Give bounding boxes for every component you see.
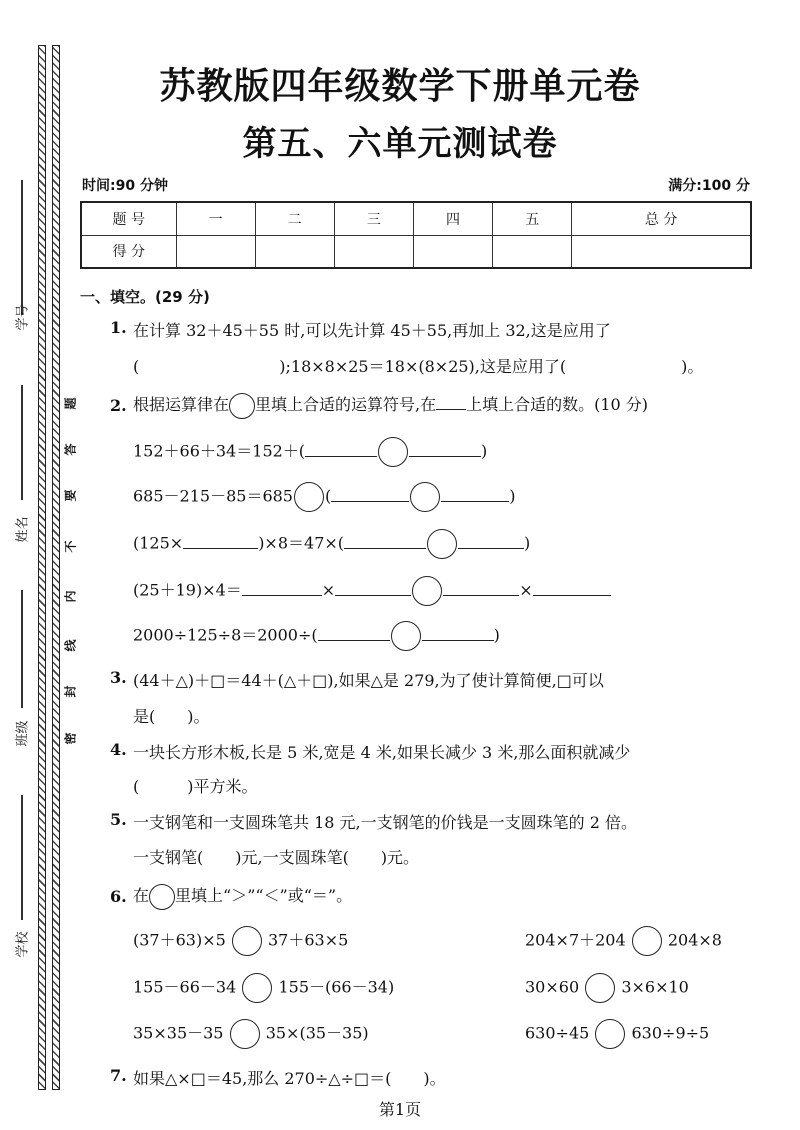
seal-char: 题 — [63, 397, 78, 410]
question-number: 3. — [110, 668, 127, 687]
table-cell: 总 分 — [572, 202, 751, 235]
answer-circle[interactable] — [412, 576, 442, 606]
answer-blank[interactable] — [458, 535, 524, 549]
name-label: 姓名 — [15, 516, 31, 543]
answer-circle[interactable] — [427, 529, 457, 559]
question-text — [133, 354, 703, 377]
text: 里填上“＞”“＜”或“＝”。 — [175, 886, 353, 905]
text: ) — [524, 533, 531, 553]
compare-item — [525, 926, 722, 956]
circle-icon — [149, 884, 175, 910]
answer-circle[interactable] — [294, 482, 324, 512]
text: 上填上合适的数。(10 分) — [466, 395, 649, 414]
text: );18×8×25＝18×(8×25),这是应用了( — [279, 357, 567, 376]
text: 30×60 — [525, 977, 580, 997]
equation-row — [133, 437, 487, 467]
text: 根据运算律在 — [133, 395, 230, 414]
seal-char: 封 — [63, 685, 78, 698]
compare-item — [525, 973, 689, 1003]
text: 204×8 — [667, 930, 722, 950]
compare-item — [133, 973, 394, 1003]
text: (25＋19)×4＝ — [133, 580, 242, 600]
score-table-score-row — [81, 235, 751, 268]
page-title: 苏教版四年级数学下册单元卷 — [159, 66, 641, 107]
answer-circle[interactable] — [410, 482, 440, 512]
table-cell: 四 — [413, 202, 492, 235]
text: ( — [133, 357, 140, 376]
answer-circle[interactable] — [378, 437, 408, 467]
table-cell: 得 分 — [81, 235, 176, 268]
answer-blank[interactable] — [443, 582, 519, 596]
score-input-cell[interactable] — [493, 235, 572, 268]
binding-hatch-right — [52, 45, 60, 1090]
score-table-header-row — [81, 202, 751, 235]
text: 630÷45 — [525, 1023, 590, 1043]
compare-item — [525, 1019, 709, 1049]
table-cell: 五 — [493, 202, 572, 235]
question-number: 2. — [110, 396, 127, 415]
score-input-cell[interactable] — [176, 235, 255, 268]
seal-char: 内 — [63, 590, 78, 603]
school-line — [21, 795, 23, 920]
equation-row — [133, 482, 515, 512]
table-cell: 题 号 — [81, 202, 176, 235]
score-input-cell[interactable] — [572, 235, 751, 268]
text: )。 — [681, 357, 704, 376]
text: 685－215－85＝685 — [133, 486, 293, 506]
question-number: 4. — [110, 740, 127, 759]
question-number: 5. — [110, 810, 127, 829]
text: × — [321, 580, 336, 600]
equation-row — [133, 621, 500, 651]
text: × — [519, 580, 533, 600]
text: 204×7＋204 — [525, 930, 626, 950]
answer-circle[interactable] — [585, 973, 615, 1003]
question-text: 在计算 32＋45＋55 时,可以先计算 45＋55,再加上 32,这是应用了 — [133, 321, 611, 340]
answer-blank[interactable] — [533, 582, 611, 596]
answer-blank[interactable] — [242, 582, 322, 596]
answer-blank[interactable] — [305, 443, 377, 457]
question-text — [133, 392, 648, 419]
text: 2000÷125÷8＝2000÷( — [133, 625, 318, 645]
class-line — [21, 590, 23, 708]
seal-char: 密 — [63, 732, 78, 745]
page-number: 第1页 — [378, 1100, 422, 1119]
score-input-cell[interactable] — [255, 235, 334, 268]
answer-blank[interactable] — [318, 627, 390, 641]
school-label: 学校 — [15, 931, 31, 958]
table-cell: 二 — [255, 202, 334, 235]
score-input-cell[interactable] — [334, 235, 413, 268]
name-line — [21, 385, 23, 500]
question-text: 一支钢笔和一支圆珠笔共 18 元,一支钢笔的价钱是一支圆珠笔的 2 倍。 — [133, 813, 637, 832]
section-title: 一、填空。(29 分) — [80, 288, 210, 306]
answer-circle[interactable] — [230, 1019, 260, 1049]
table-cell: 一 — [176, 202, 255, 235]
question-text: 一块长方形木板,长是 5 米,宽是 4 米,如果长减少 3 米,那么面积就减少 — [133, 743, 631, 762]
answer-blank[interactable] — [331, 488, 409, 502]
compare-item — [133, 1019, 369, 1049]
text: ) — [481, 441, 488, 461]
answer-circle[interactable] — [632, 926, 662, 956]
text: ( — [324, 486, 332, 506]
text: 630÷9÷5 — [631, 1023, 710, 1043]
seal-char: 答 — [63, 443, 78, 456]
text: (125× — [133, 533, 184, 553]
student-id-line — [21, 180, 23, 315]
answer-circle[interactable] — [595, 1019, 625, 1049]
question-text: 一支钢笔( )元,一支圆珠笔( )元。 — [133, 848, 420, 867]
question-number: 6. — [110, 887, 127, 906]
answer-circle[interactable] — [232, 926, 262, 956]
equation-row — [133, 529, 530, 559]
question-text: ( )平方米。 — [133, 777, 258, 796]
question-text: 是( )。 — [133, 707, 210, 726]
question-number: 7. — [110, 1066, 127, 1085]
answer-blank[interactable] — [335, 582, 411, 596]
class-label: 班级 — [15, 720, 31, 747]
seal-char: 要 — [63, 489, 78, 502]
text: 152＋66＋34＝152＋( — [133, 441, 306, 461]
equation-row — [133, 576, 611, 606]
text: 37＋63×5 — [267, 930, 349, 950]
binding-margin — [0, 0, 78, 1130]
answer-blank[interactable] — [183, 535, 258, 549]
text: (37＋63)×5 — [133, 930, 226, 950]
exam-time: 时间:90 分钟 — [82, 178, 168, 194]
answer-circle[interactable] — [242, 973, 272, 1003]
answer-blank[interactable] — [409, 443, 481, 457]
question-number: 1. — [110, 318, 127, 337]
text: 155－66－34 — [133, 977, 237, 997]
text: 里填上合适的运算符号,在 — [255, 395, 437, 414]
page-subtitle: 第五、六单元测试卷 — [242, 124, 558, 164]
text: ) — [493, 625, 500, 645]
compare-item — [133, 926, 348, 956]
answer-circle[interactable] — [391, 621, 421, 651]
seal-char: 线 — [63, 639, 78, 652]
score-input-cell[interactable] — [413, 235, 492, 268]
question-text: 如果△×□＝45,那么 270÷△÷□＝( )。 — [133, 1069, 446, 1088]
question-text: (44＋△)＋□＝44＋(△＋□),如果△是 279,为了使计算简便,□可以 — [133, 671, 604, 690]
text: 在 — [133, 886, 150, 905]
question-text — [133, 883, 352, 910]
full-score: 满分:100 分 — [668, 178, 750, 194]
text: 35×(35－35) — [265, 1023, 369, 1043]
text: 3×6×10 — [621, 977, 689, 997]
score-table — [80, 201, 752, 269]
answer-blank[interactable] — [344, 535, 426, 549]
text: )×8＝47×( — [258, 533, 345, 553]
text: ) — [509, 486, 516, 506]
binding-hatch-left — [38, 45, 46, 1090]
seal-char: 不 — [63, 540, 78, 553]
text: 35×35－35 — [133, 1023, 224, 1043]
text: 155－(66－34) — [278, 977, 395, 997]
answer-blank[interactable] — [441, 488, 509, 502]
student-id-label: 学号 — [15, 304, 31, 331]
blank-line-icon — [436, 396, 466, 410]
answer-blank[interactable] — [422, 627, 494, 641]
circle-icon — [229, 393, 255, 419]
table-cell: 三 — [334, 202, 413, 235]
